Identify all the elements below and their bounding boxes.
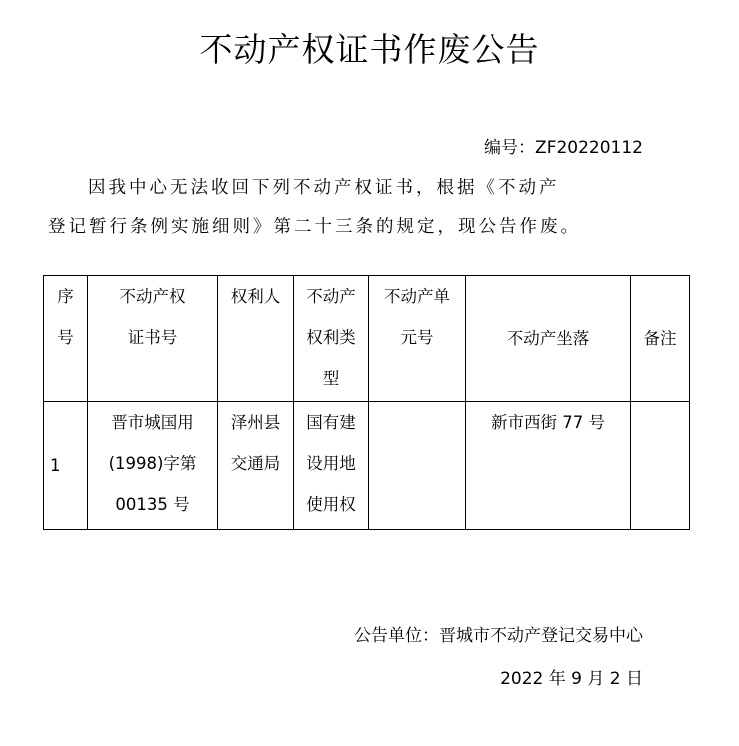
announcement-number: 编号：ZF20220112 xyxy=(484,138,643,158)
announcement-body xyxy=(48,169,648,247)
issue-date: 2022 年 9 月 2 日 xyxy=(500,669,643,689)
header-seq: 序 号 xyxy=(44,276,88,402)
header-right-type: 不动产 权利类 型 xyxy=(294,276,369,402)
body-line-2: 登记暂行条例实施细则》第二十三条的规定，现公告作废。 xyxy=(48,217,581,237)
body-line-1-text: 因我中心无法收回下列不动产权证书，根据《不动产 xyxy=(88,178,560,198)
table-header-row xyxy=(44,276,690,402)
table-row xyxy=(44,402,690,530)
body-line-1 xyxy=(48,169,648,208)
issuing-unit: 公告单位：晋城市不动产登记交易中心 xyxy=(354,626,643,646)
cell-location: 新市西街 77 号 xyxy=(466,402,631,530)
header-cert-no: 不动产权 证书号 xyxy=(88,276,218,402)
header-unit-no: 不动产单 元号 xyxy=(369,276,466,402)
cell-remarks xyxy=(631,402,690,530)
certificate-table xyxy=(43,275,690,530)
page-title: 不动产权证书作废公告 xyxy=(199,30,540,69)
cell-holder: 泽州县 交通局 xyxy=(218,402,294,530)
cell-seq: 1 xyxy=(44,402,88,530)
header-location: 不动产坐落 xyxy=(466,276,631,402)
cell-unit-no xyxy=(369,402,466,530)
cell-cert-no: 晋市城国用 (1998)字第 00135 号 xyxy=(88,402,218,530)
cell-right-type: 国有建 设用地 使用权 xyxy=(294,402,369,530)
header-holder: 权利人 xyxy=(218,276,294,402)
header-remarks: 备注 xyxy=(631,276,690,402)
